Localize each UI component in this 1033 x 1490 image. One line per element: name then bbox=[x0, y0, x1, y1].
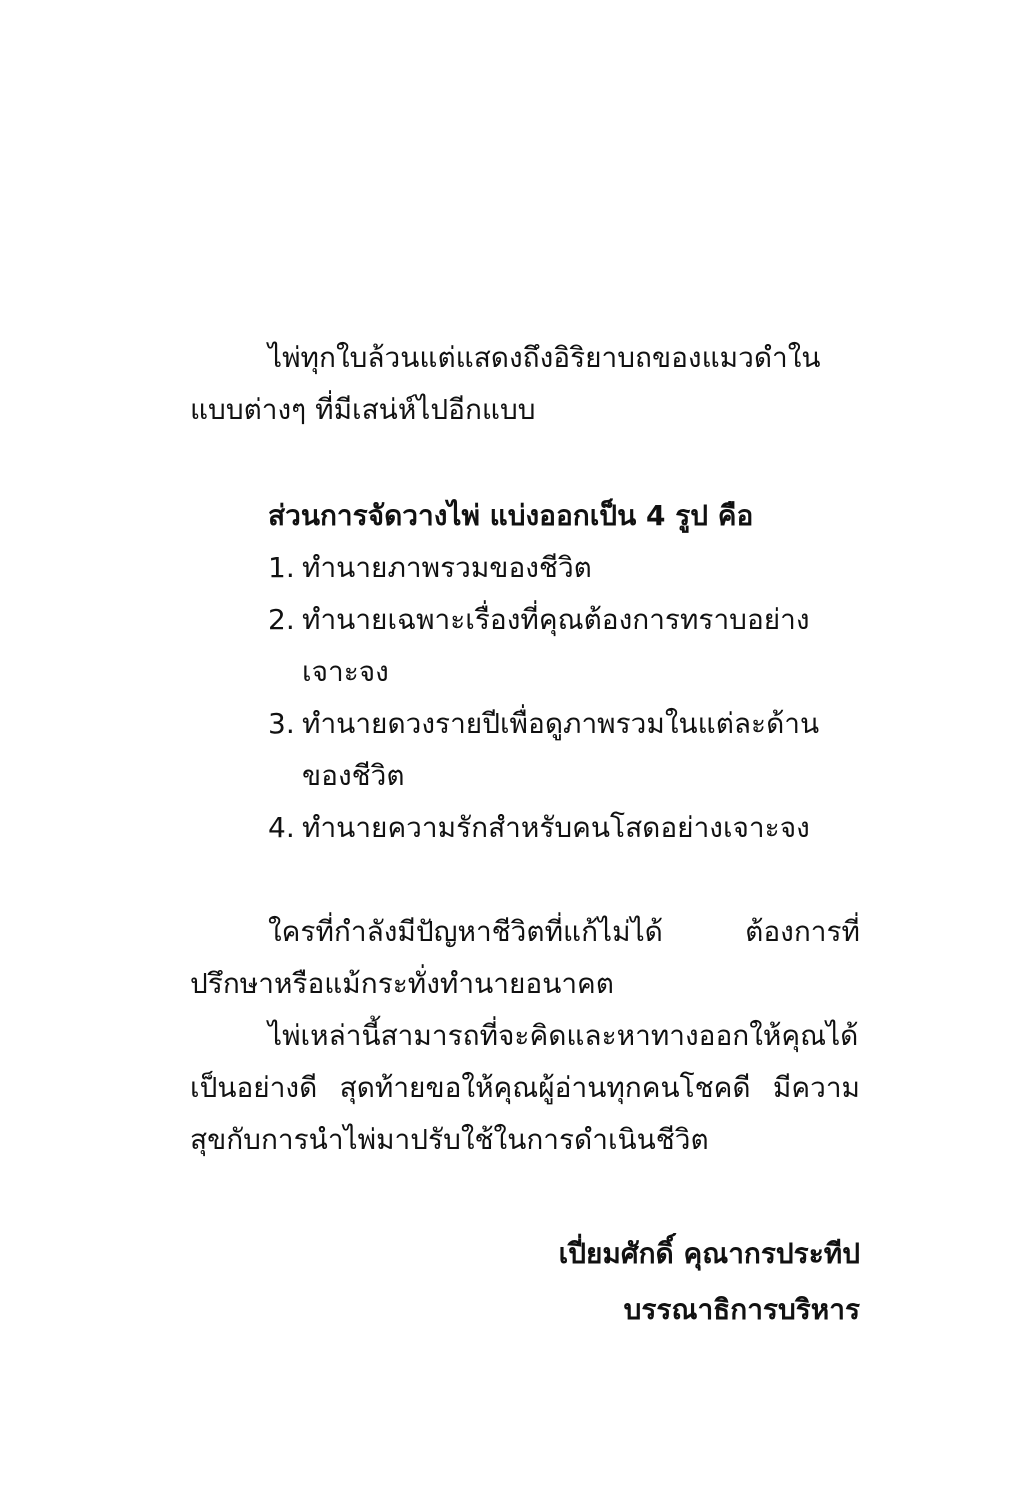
list-number: 2. bbox=[268, 603, 295, 636]
body-paragraph-2: ไพ่เหล่านี้สามารถที่จะคิดและหาทางออกให้คุณได้เป็นอย่างดี สุดท้ายขอให้คุณผู้อ่านทุกคนโชคดี มีความสุขกับการนำไพ่มาปรับใช้ในการดำเนินชีวิต bbox=[190, 1019, 860, 1156]
list-item bbox=[190, 698, 860, 802]
spacer bbox=[190, 854, 860, 906]
spread-heading: ส่วนการจัดวางไพ่ แบ่งออกเป็น 4 รูป คือ bbox=[268, 499, 754, 532]
page-content bbox=[190, 332, 860, 1338]
list-number: 4. bbox=[268, 811, 295, 844]
author-title: บรรณาธิการบริหาร bbox=[623, 1293, 860, 1326]
spacer bbox=[190, 436, 860, 490]
body-paragraph-1: ใครที่กำลังมีปัญหาชีวิตที่แก้ไม่ได้ ต้องการที่ปรึกษาหรือแม้กระทั่งทำนายอนาคต bbox=[190, 915, 860, 1000]
list-text: ทำนายภาพรวมของชีวิต bbox=[302, 551, 592, 584]
list-item bbox=[190, 802, 860, 854]
list-item bbox=[190, 542, 860, 594]
author-name: เปี่ยมศักดิ์ คุณากรประทีป bbox=[558, 1237, 860, 1270]
list-text: ทำนายดวงรายปีเพื่อดูภาพรวมในแต่ละด้านของชีวิต bbox=[302, 707, 820, 792]
list-text: ทำนายเฉพาะเรื่องที่คุณต้องการทราบอย่างเจาะจง bbox=[302, 603, 810, 688]
list-number: 1. bbox=[268, 551, 295, 584]
list-text: ทำนายความรักสำหรับคนโสดอย่างเจาะจง bbox=[302, 811, 810, 844]
list-number: 3. bbox=[268, 707, 295, 740]
intro-paragraph: ไพ่ทุกใบล้วนแต่แสดงถึงอิริยาบถของแมวดำในแบบต่างๆ ที่มีเสน่ห์ไปอีกแบบ bbox=[190, 341, 821, 426]
list-item bbox=[190, 594, 860, 698]
spread-list bbox=[190, 542, 860, 854]
spacer bbox=[190, 1166, 860, 1226]
